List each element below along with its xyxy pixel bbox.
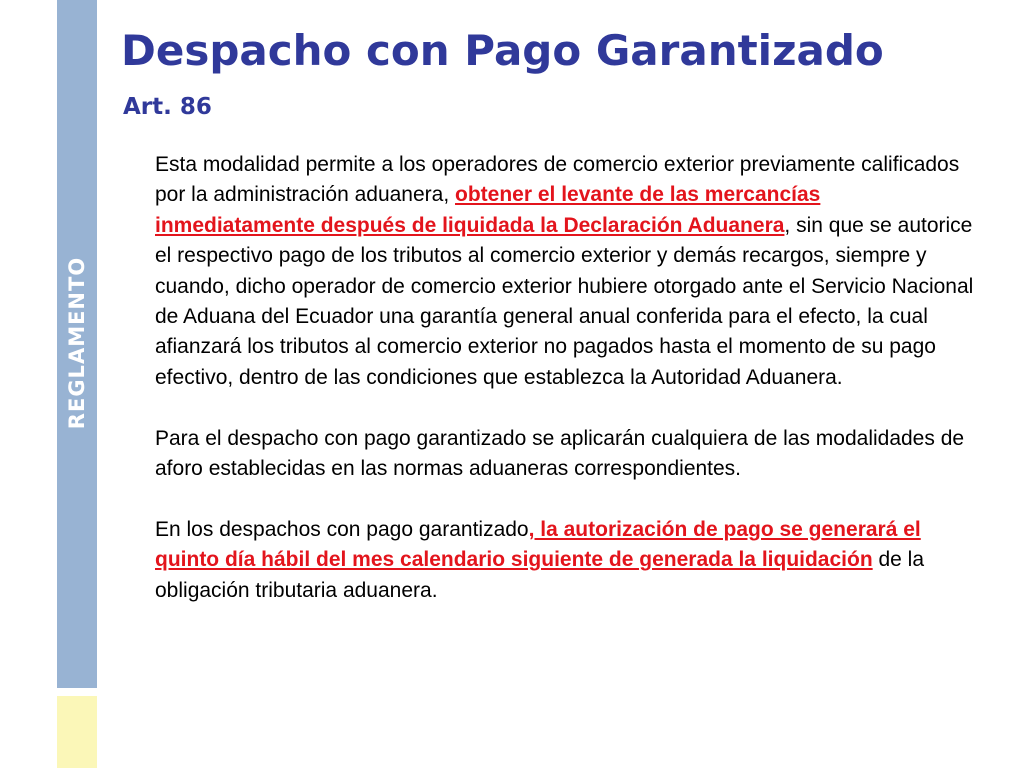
- paragraph-1-highlight: obtener el levante de las mercancías inmediatamente después de liquidada la Declaración Aduanera: [155, 183, 821, 237]
- sidebar-label: REGLAMENTO: [65, 256, 89, 430]
- paragraph-1-text-end: , sin que se autorice el respectivo pago de los tributos al comercio exterior y demás recargos, siempre y cuando, dicho operador de comercio exterior hubiere otorgado ante el Servicio Nacional de Aduana del Ecuador una garantía general anual conferida para el efecto, la cual afianzará los tributos al comercio exterior no pagados hasta el momento de su pago efectivo, dentro de las condiciones que establezca la Autoridad Aduanera.: [155, 213, 974, 389]
- paragraph-1-text-start: Esta modalidad permite a los operadores de comercio exterior previamente calificados por la administración aduanera,: [155, 153, 960, 207]
- paragraph-3: [155, 515, 985, 606]
- sidebar-accent-block: [57, 696, 97, 768]
- paragraph-3-highlight: , la autorización de pago se generará el quinto día hábil del mes calendario siguiente de generada la liquidación: [155, 517, 921, 572]
- page-title: Despacho con Pago Garantizado: [121, 26, 884, 75]
- paragraph-3-text-end: de la obligación tributaria aduanera.: [155, 548, 925, 602]
- article-subtitle: Art. 86: [123, 94, 212, 120]
- paragraph-2-text: Para el despacho con pago garantizado se aplicarán cualquiera de las modalidades de aforo establecidas en las normas aduaneras correspondientes.: [155, 426, 965, 481]
- body-text: [155, 150, 985, 606]
- paragraph-1: [155, 150, 985, 393]
- paragraph-3-text-start: En los despachos con pago garantizado: [155, 517, 529, 541]
- paragraph-2: [155, 424, 985, 485]
